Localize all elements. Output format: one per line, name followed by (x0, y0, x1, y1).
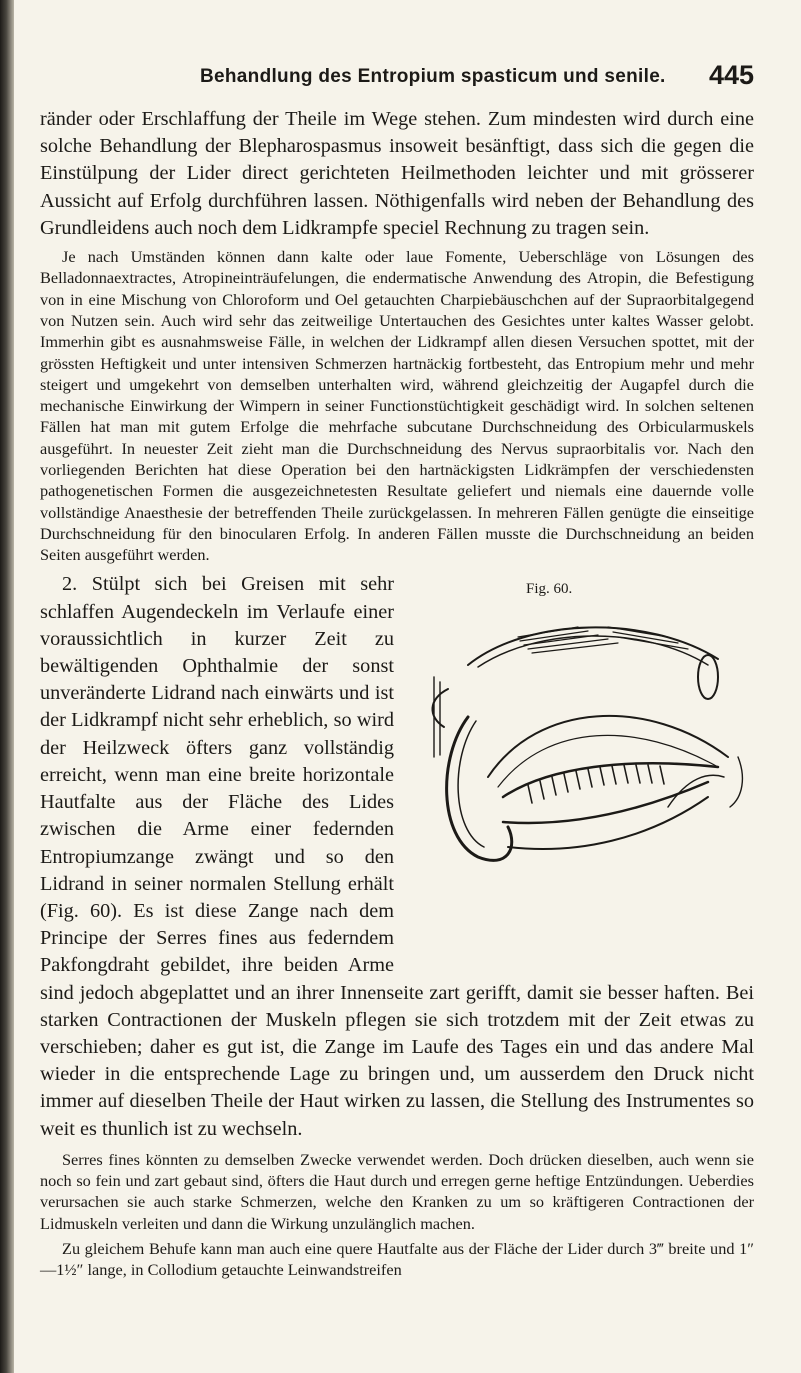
paragraph-4: Serres fines könnten zu demselben Zwecke verwendet werden. Doch drücken dieselben, auch wenn sie noch so fein und zart gebaut sind, öfters die Haut durch und erregen gerne heftige Entzündungen. Ueberdies verursachen sie auch starke Schmerzen, welche den Kranken zu um so kräftigeren Contractionen der Lidmuskeln verleiten und dann die Wirkung unzulänglich machen. (40, 1149, 754, 1233)
running-title: Behandlung des Entropium spasticum und senile. (200, 66, 666, 87)
paragraph-5: Zu gleichem Behufe kann man auch eine quere Hautfalte aus der Fläche der Lider durch 3‴ breite und 1″—1½″ lange, in Collodium getauchte Leinwandstreifen (40, 1238, 754, 1280)
paragraph-1: ränder oder Erschlaffung der Theile im Wege stehen. Zum mindesten wird durch eine solche Behandlung der Blepharospasmus insoweit besänftigt, dass sich die gegen die Einstülpung der Lider direct gerichteten Heilmethoden leichter und mit grösserer Aussicht auf Erfolg durchführen lassen. Nöthigenfalls wird neben der Behandlung des Grundleidens auch noch dem Lidkrampfe speciel Rechnung zu tragen sein. (40, 108, 754, 239)
book-binding-shadow (0, 0, 14, 1373)
running-head (40, 60, 754, 102)
figure-60 (408, 567, 754, 953)
paragraph-2: Je nach Umständen können dann kalte oder laue Fomente, Ueberschläge von Lösungen des Belladonnaextractes, Atropineinträufelungen, die endermatische Anwendung des Atropin, die Befestigung von in eine Mischung von Chloroform und Oel getauchten Charpiebäuschchen auf der Supraorbitalgegend von Nutzen sein. Auch wird sehr das zeitweilige Untertauchen des Gesichtes unter kaltes Wasser gelobt. Immerhin gibt es ausnahmsweise Fälle, in welchen der Lidkrampf allen diesen Versuchen spottet, mit der grössten Heftigkeit und unter intensiven Schmerzen hartnäckig fortbesteht, das Entropium mehr und mehr steigert und umgekehrt von demselben unterhalten wird, während gleichzeitig der Augapfel durch die mechanische Einwirkung der Wimpern in seiner Functionstüchtigkeit geschädigt wird. In solchen seltenen Fällen hat man mit gutem Erfolge die mehrfache subcutane Durchschneidung des Orbicularmuskels ausgeführt. In neuester Zeit zieht man die Durchschneidung des Nervus supraorbitalis vor. Nach den vorliegenden Berichten hat diese Operation bei den hartnäckigsten Lidkrämpfen der verschiedensten pathogenetischen Formen die ausgezeichnetesten Resultate geliefert und niemals eine dauernde volle vollständige Anaesthesie der betreffenden Theile zurückgelassen. In mehreren Fällen genügte die einseitige Durchschneidung für den binocularen Erfolg. In anderen Fällen musste die Durchschneidung an beiden Seiten ausgeführt werden. (40, 247, 754, 565)
spring-forceps-illustration (408, 607, 754, 907)
paragraph-3: 2. Stülpt sich bei Greisen mit sehr schlaffen Augendeckeln im Verlaufe einer voraussichtlich in kurzer Zeit zu bewältigenden Ophthalmie der sonst unveränderte Lidrand nach einwärts und ist der Lidkrampf nicht sehr erheblich, so wird der Heilzweck öfters ganz vollständig erreicht, wenn man eine breite horizontale Hautfalte aus der Fläche des Lides zwischen die Arme einer federnden Entropiumzange zwängt und so den Lidrand in seiner normalen Stellung erhält (Fig. 60). Es ist diese Zange nach dem Principe der Serres fines aus federndem Pakfongdraht gebildet, ihre beiden Arme sind jedoch abgeplattet und an ihrer Innenseite zart gerifft, damit sie besser haften. Bei starken Contractionen der Muskeln pflegen sie sich trotzdem mit der Zeit etwas zu verschieben; daher es gut ist, die Zange im Laufe des Tages ein und das andere Mal wieder in die entsprechende Lage zu bringen und, um ausserdem den Druck nicht immer auf dieselben Theile der Haut wirken zu lassen, die Stellung des Instrumentes so weit es thunlich ist zu wechseln. (40, 573, 754, 1140)
figure-caption: Fig. 60. (526, 581, 573, 598)
book-page (40, 60, 754, 1281)
page-number: 445 (708, 60, 754, 90)
